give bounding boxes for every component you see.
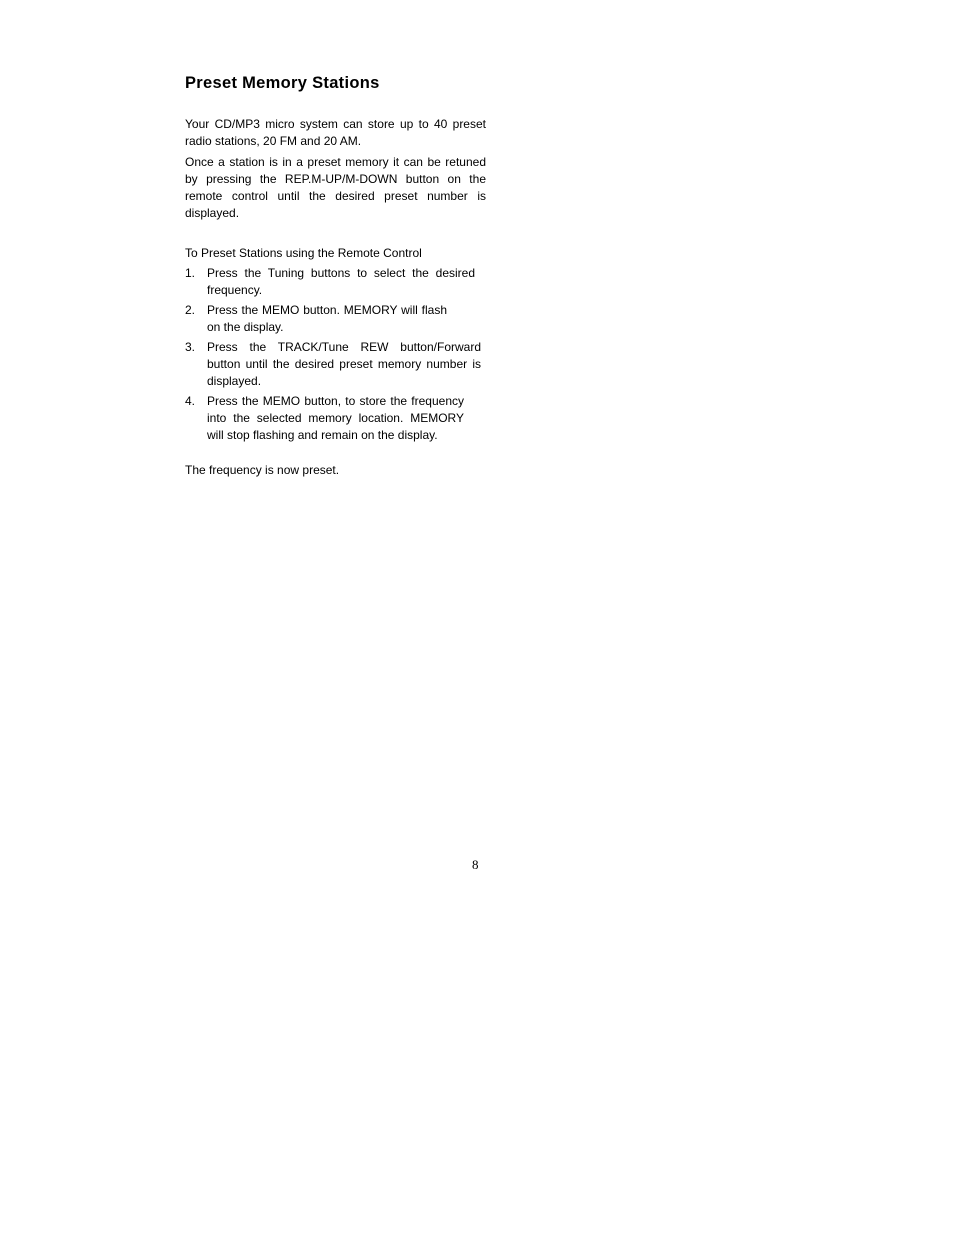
- instructions-heading: To Preset Stations using the Remote Control: [185, 246, 422, 260]
- closing-line: The frequency is now preset.: [185, 463, 340, 477]
- page-number: 8: [472, 857, 479, 872]
- step-item: [185, 265, 486, 299]
- step-item: [185, 302, 486, 336]
- step-text: Press the TRACK/Tune REW button/Forward button until the desired preset memory number is displayed.: [207, 340, 481, 388]
- step-number: 2.: [185, 303, 196, 317]
- step-text: Press the MEMO button. MEMORY will flash on the display.: [207, 303, 447, 334]
- step-item: [185, 339, 486, 390]
- retune-paragraph: Once a station is in a preset memory it can be retuned by pressing the REP.M-UP/M-DOWN button on the remote control until the desired preset number is displayed.: [185, 155, 486, 220]
- intro-paragraph: Your CD/MP3 micro system can store up to 40 preset radio stations, 20 FM and 20 AM.: [185, 117, 486, 148]
- step-item: [185, 393, 486, 444]
- page-title: Preset Memory Stations: [185, 74, 380, 92]
- step-text: Press the Tuning buttons to select the desired frequency.: [207, 266, 475, 297]
- step-number: 4.: [185, 394, 196, 408]
- step-number: 1.: [185, 266, 196, 280]
- step-text: Press the MEMO button, to store the frequency into the selected memory location. MEMORY will stop flashing and remain on the display.: [207, 394, 464, 442]
- step-number: 3.: [185, 340, 196, 354]
- preset-steps-list: [185, 265, 486, 447]
